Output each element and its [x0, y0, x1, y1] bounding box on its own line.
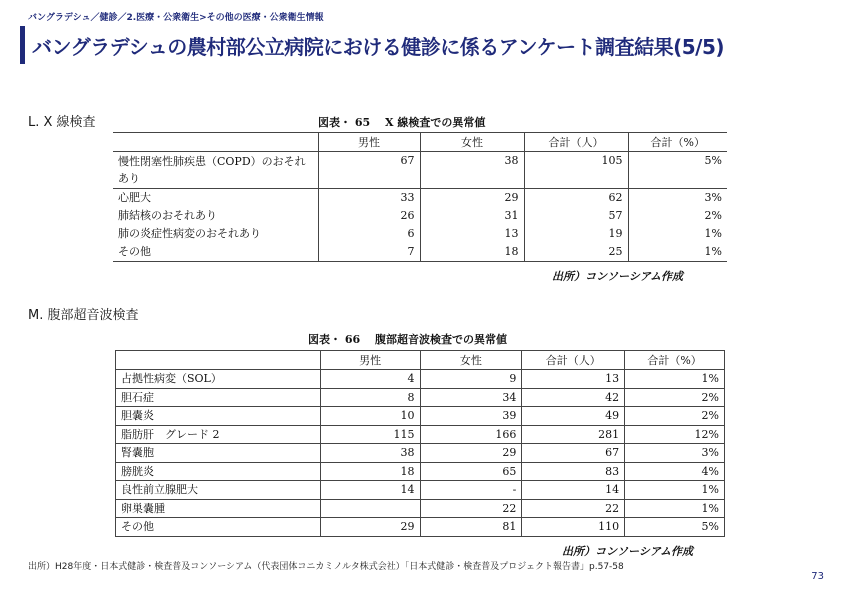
row-label: その他 — [116, 518, 321, 537]
cell-total: 19 — [524, 225, 628, 243]
header-cell — [113, 133, 318, 152]
cell-male: 7 — [318, 243, 420, 262]
cell-percent: 1% — [628, 225, 727, 243]
cell-male: 18 — [320, 462, 420, 481]
table-row — [113, 152, 727, 189]
cell-percent: 1% — [625, 481, 725, 500]
cell-total: 13 — [522, 370, 625, 389]
row-label: 慢性閉塞性肺疾患（COPD）のおそれあり — [118, 155, 306, 185]
header-cell: 男性 — [320, 351, 420, 370]
section-heading-ultrasound: M. 腹部超音波検査 — [28, 308, 139, 323]
table-row — [113, 207, 727, 225]
row-label: 良性前立腺肥大 — [116, 481, 321, 500]
table-caption-xray: 図表・ 65 X 線検査での異常値 — [318, 116, 486, 129]
table-row — [116, 462, 725, 481]
table-source-xray: 出所）コンソーシアム作成 — [552, 270, 684, 283]
cell-male: 8 — [320, 388, 420, 407]
cell-total: 83 — [522, 462, 625, 481]
table-row — [113, 243, 727, 262]
table-row — [116, 370, 725, 389]
cell-male: 10 — [320, 407, 420, 426]
cell-male — [320, 499, 420, 518]
cell-percent: 1% — [625, 370, 725, 389]
cell-total: 105 — [524, 152, 628, 189]
cell-male: 115 — [320, 425, 420, 444]
row-label: 腎嚢胞 — [116, 444, 321, 463]
table-row — [116, 388, 725, 407]
cell-total: 110 — [522, 518, 625, 537]
cell-female: 9 — [420, 370, 522, 389]
cell-percent: 4% — [625, 462, 725, 481]
cell-percent: 2% — [625, 388, 725, 407]
title-accent-bar — [20, 26, 25, 64]
header-cell: 合計（人） — [522, 351, 625, 370]
section-heading-xray: L. X 線検査 — [28, 115, 96, 130]
row-label: その他 — [113, 243, 318, 262]
cell-total: 67 — [522, 444, 625, 463]
table-row — [113, 225, 727, 243]
row-label: 胆石症 — [116, 388, 321, 407]
cell-percent: 2% — [625, 407, 725, 426]
row-label: 膀胱炎 — [116, 462, 321, 481]
header-cell: 合計（%） — [625, 351, 725, 370]
cell-female: 18 — [420, 243, 524, 262]
cell-male: 67 — [318, 152, 420, 189]
table-row — [116, 407, 725, 426]
cell-female: 166 — [420, 425, 522, 444]
header-cell: 女性 — [420, 351, 522, 370]
table-row — [116, 518, 725, 537]
table-row — [116, 425, 725, 444]
breadcrumb: バングラデシュ／健診／2.医療・公衆衛生>その他の医療・公衆衛生情報 — [28, 13, 324, 23]
cell-total: 62 — [524, 189, 628, 208]
header-cell: 合計（人） — [524, 133, 628, 152]
table-source-ultrasound: 出所）コンソーシアム作成 — [562, 545, 694, 558]
row-label: 心肥大 — [113, 189, 318, 208]
cell-female: 81 — [420, 518, 522, 537]
cell-female: 29 — [420, 189, 524, 208]
footnote-source: 出所）H28年度・日本式健診・検査普及コンソーシアム（代表団体コニカミノルタ株式会社）「日本式健診・検査普及プロジェクト報告書」p.57-58 — [28, 562, 624, 572]
cell-male: 4 — [320, 370, 420, 389]
cell-female: 39 — [420, 407, 522, 426]
cell-percent: 1% — [628, 243, 727, 262]
header-cell: 男性 — [318, 133, 420, 152]
table-row — [116, 499, 725, 518]
table-caption-ultrasound: 図表・ 66 腹部超音波検査での異常値 — [308, 333, 507, 346]
page-title: バングラデシュの農村部公立病院における健診に係るアンケート調査結果(5/5) — [32, 35, 725, 59]
cell-female: - — [420, 481, 522, 500]
cell-percent: 3% — [625, 444, 725, 463]
cell-percent: 5% — [628, 152, 727, 189]
ultrasound-findings-table — [115, 350, 725, 537]
cell-percent: 1% — [625, 499, 725, 518]
cell-female: 13 — [420, 225, 524, 243]
cell-total: 22 — [522, 499, 625, 518]
header-cell: 合計（%） — [628, 133, 727, 152]
cell-total: 49 — [522, 407, 625, 426]
cell-male: 29 — [320, 518, 420, 537]
cell-total: 42 — [522, 388, 625, 407]
row-label: 肺の炎症性病変のおそれあり — [118, 227, 261, 240]
cell-female: 34 — [420, 388, 522, 407]
row-label: 胆嚢炎 — [116, 407, 321, 426]
table-header-row — [116, 351, 725, 370]
cell-female: 22 — [420, 499, 522, 518]
table-header-row — [113, 133, 727, 152]
cell-total: 14 — [522, 481, 625, 500]
header-cell — [116, 351, 321, 370]
cell-male: 33 — [318, 189, 420, 208]
header-cell: 女性 — [420, 133, 524, 152]
cell-female: 38 — [420, 152, 524, 189]
cell-total: 57 — [524, 207, 628, 225]
cell-female: 65 — [420, 462, 522, 481]
page-number: 73 — [811, 571, 824, 582]
cell-male: 26 — [318, 207, 420, 225]
table-row — [116, 444, 725, 463]
table-row — [116, 481, 725, 500]
cell-percent: 12% — [625, 425, 725, 444]
cell-total: 281 — [522, 425, 625, 444]
cell-male: 14 — [320, 481, 420, 500]
row-label: 卵巣嚢腫 — [116, 499, 321, 518]
cell-female: 31 — [420, 207, 524, 225]
cell-female: 29 — [420, 444, 522, 463]
cell-percent: 5% — [625, 518, 725, 537]
cell-total: 25 — [524, 243, 628, 262]
xray-findings-table — [113, 132, 727, 262]
cell-male: 38 — [320, 444, 420, 463]
row-label: 肺結核のおそれあり — [118, 209, 217, 222]
row-label: 占拠性病変（SOL） — [116, 370, 321, 389]
cell-male: 6 — [318, 225, 420, 243]
row-label: 脂肪肝 グレード 2 — [116, 425, 321, 444]
table-row — [113, 189, 727, 208]
cell-percent: 2% — [628, 207, 727, 225]
cell-percent: 3% — [628, 189, 727, 208]
